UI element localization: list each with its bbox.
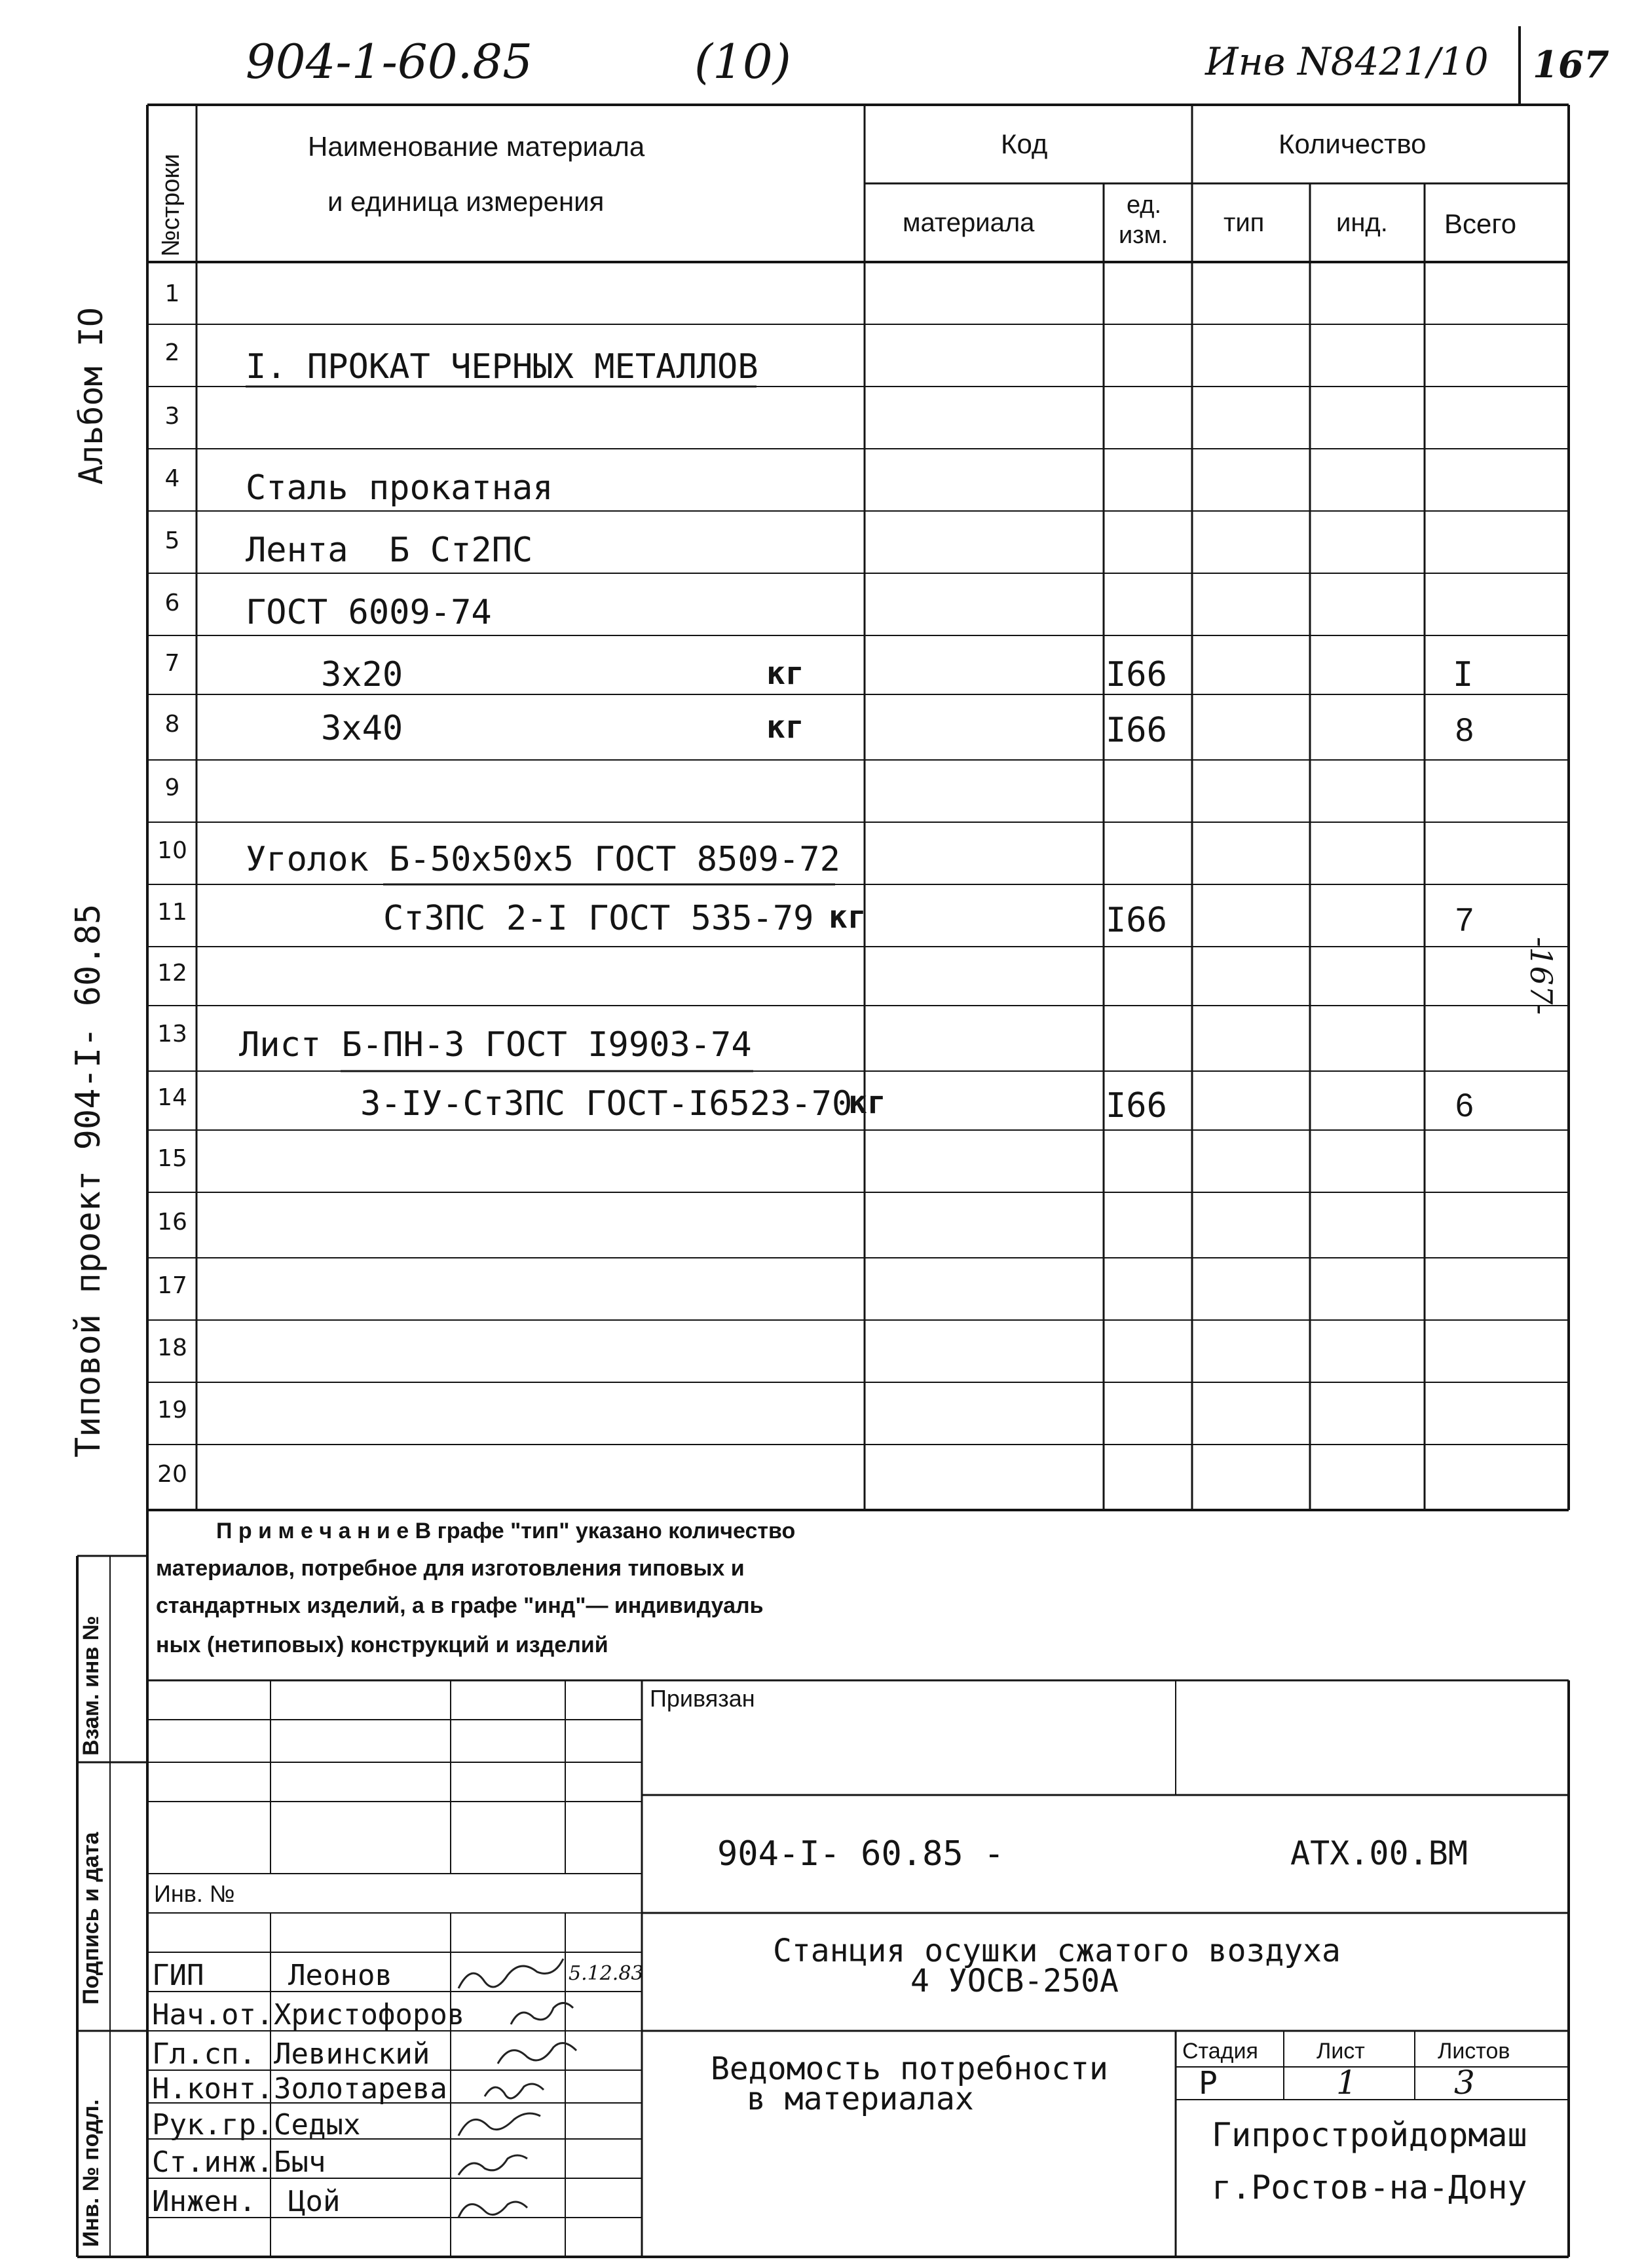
album-label: Альбом IO bbox=[72, 307, 110, 485]
row-number: 20 bbox=[157, 1461, 187, 1488]
row-number: 19 bbox=[157, 1397, 187, 1424]
row-number: 17 bbox=[157, 1272, 187, 1299]
person-name: Христофоров bbox=[274, 1998, 465, 2032]
row-number: 4 bbox=[164, 465, 180, 492]
code-unit-header-line2: изм. bbox=[1119, 221, 1168, 249]
unit-code: I66 bbox=[1106, 901, 1167, 940]
note-line: ных (нетиповых) конструкций и изделий bbox=[156, 1633, 608, 1657]
replace-inventory-label: Взам. инв № bbox=[79, 1616, 103, 1756]
inventory-ref-handwritten: Инв N8421/10 bbox=[1205, 39, 1489, 84]
qty-type-header: тип bbox=[1223, 208, 1265, 237]
sheets-label: Листов bbox=[1438, 2039, 1510, 2064]
person-name: Быч bbox=[274, 2145, 326, 2179]
original-inventory-label: Инв. № подл. bbox=[79, 2099, 103, 2247]
name-header-line1: Наименование материала bbox=[308, 131, 645, 162]
organization-line2: г.Ростов-на-Дону bbox=[1212, 2168, 1527, 2206]
sheet-ref-handwritten: (10) bbox=[694, 34, 791, 89]
organization-line1: Гипростройдормаш bbox=[1212, 2116, 1527, 2154]
object-name-line1: Станция осушки сжатого воздуха bbox=[773, 1933, 1341, 1969]
total-quantity: I bbox=[1453, 655, 1474, 694]
typical-project-label: Типовой проект 904-I- 60.85 bbox=[69, 903, 108, 1458]
material-name: 3x20 bbox=[321, 655, 403, 694]
row-number-header: №строки bbox=[157, 153, 185, 257]
sheet-value: 1 bbox=[1336, 2064, 1357, 2102]
note-line: стандартных изделий, а в графе "инд"— индивидуаль bbox=[156, 1593, 764, 1618]
unit-code: I66 bbox=[1106, 1086, 1167, 1125]
quantity-header: Количество bbox=[1279, 128, 1427, 159]
code-unit-header-line1: ед. bbox=[1127, 191, 1162, 219]
person-role: Нач.от. bbox=[152, 1998, 274, 2032]
person-name: Леонов bbox=[288, 1959, 392, 1992]
unit-label: кг bbox=[848, 1084, 886, 1121]
material-name: 3x40 bbox=[321, 709, 403, 748]
qty-ind-header: инд. bbox=[1336, 208, 1388, 237]
code-header: Код bbox=[1001, 128, 1048, 159]
document-title-line2: в материалах bbox=[747, 2081, 974, 2117]
row-number: 3 bbox=[164, 403, 180, 430]
code-material-header: материала bbox=[903, 208, 1035, 237]
total-quantity: 6 bbox=[1455, 1087, 1474, 1124]
sheet-label: Лист bbox=[1317, 2039, 1365, 2064]
note-line: П р и м е ч а н и е В графе "тип" указано количество bbox=[216, 1519, 796, 1543]
material-name: ГОСТ 6009-74 bbox=[246, 593, 492, 632]
page-number: 167 bbox=[1533, 43, 1609, 86]
person-role: Ст.инж. bbox=[152, 2145, 274, 2179]
material-name: Лента Б Ст2ПС bbox=[246, 531, 533, 570]
privyazan-label: Привязан bbox=[650, 1685, 755, 1712]
row-number: 13 bbox=[157, 1021, 187, 1048]
name-header-line2: и единица измерения bbox=[327, 186, 605, 217]
person-name: Цой bbox=[288, 2185, 341, 2218]
unit-label: кг bbox=[829, 899, 867, 936]
person-role: Рук.гр. bbox=[152, 2108, 274, 2142]
sheets-value: 3 bbox=[1454, 2064, 1475, 2102]
unit-code: I66 bbox=[1106, 655, 1167, 694]
material-name: Уголок Б-50x50x5 ГОСТ 8509-72 bbox=[246, 840, 840, 879]
person-name: Левинский bbox=[274, 2037, 430, 2071]
inventory-number-label: Инв. № bbox=[154, 1880, 235, 1907]
total-quantity: 7 bbox=[1455, 901, 1474, 938]
row-number: 14 bbox=[157, 1084, 187, 1111]
row-number: 7 bbox=[164, 650, 180, 677]
row-number: 2 bbox=[164, 339, 180, 366]
qty-total-header: Всего bbox=[1444, 208, 1517, 239]
material-name: Лист Б-ПН-3 ГОСТ I9903-74 bbox=[239, 1025, 752, 1065]
person-role: Инжен. bbox=[152, 2185, 256, 2218]
document-code: 904-I- 60.85 - bbox=[717, 1834, 1005, 1874]
row-number: 15 bbox=[157, 1145, 187, 1172]
stage-value: Р bbox=[1199, 2065, 1218, 2102]
person-date: 5.12.83 bbox=[569, 1962, 644, 1985]
person-role: Гл.сп. bbox=[152, 2037, 256, 2071]
note-line: материалов, потребное для изготовления типовых и bbox=[156, 1556, 745, 1581]
stage-label: Стадия bbox=[1182, 2039, 1258, 2064]
unit-code: I66 bbox=[1106, 711, 1167, 750]
row-number: 5 bbox=[164, 527, 180, 554]
project-code-handwritten: 904-1-60.85 bbox=[246, 34, 533, 89]
object-name-line2: 4 УОСВ-250А bbox=[910, 1963, 1119, 1999]
row-number: 10 bbox=[157, 837, 187, 864]
row-number: 11 bbox=[157, 899, 187, 926]
page-marker-right: -167- bbox=[1523, 937, 1559, 1015]
unit-label: кг bbox=[766, 709, 804, 746]
person-name: Золотарева bbox=[274, 2072, 447, 2106]
row-number: 12 bbox=[157, 960, 187, 987]
row-number: 8 bbox=[164, 711, 180, 738]
person-name: Седых bbox=[274, 2108, 361, 2142]
unit-label: кг bbox=[766, 655, 804, 692]
row-number: 9 bbox=[164, 774, 180, 801]
row-number: 1 bbox=[164, 280, 180, 307]
signature-date-label: Подпись и дата bbox=[79, 1832, 103, 2005]
material-name: 3-IУ-Ст3ПС ГОСТ-I6523-70 bbox=[360, 1084, 853, 1124]
document-title-line1: Ведомость потребности bbox=[711, 2051, 1108, 2087]
material-name: Ст3ПС 2-I ГОСТ 535-79 bbox=[383, 899, 814, 938]
material-name: Сталь прокатная bbox=[246, 468, 553, 508]
row-number: 16 bbox=[157, 1209, 187, 1236]
material-name: I. ПРОКАТ ЧЕРНЫХ МЕТАЛЛОВ bbox=[246, 347, 758, 387]
person-role: Н.конт. bbox=[152, 2072, 274, 2106]
person-role: ГИП bbox=[152, 1959, 204, 1992]
document-designation: АТХ.00.ВМ bbox=[1290, 1834, 1468, 1872]
total-quantity: 8 bbox=[1455, 711, 1474, 748]
row-number: 18 bbox=[157, 1334, 187, 1361]
row-number: 6 bbox=[164, 590, 180, 616]
